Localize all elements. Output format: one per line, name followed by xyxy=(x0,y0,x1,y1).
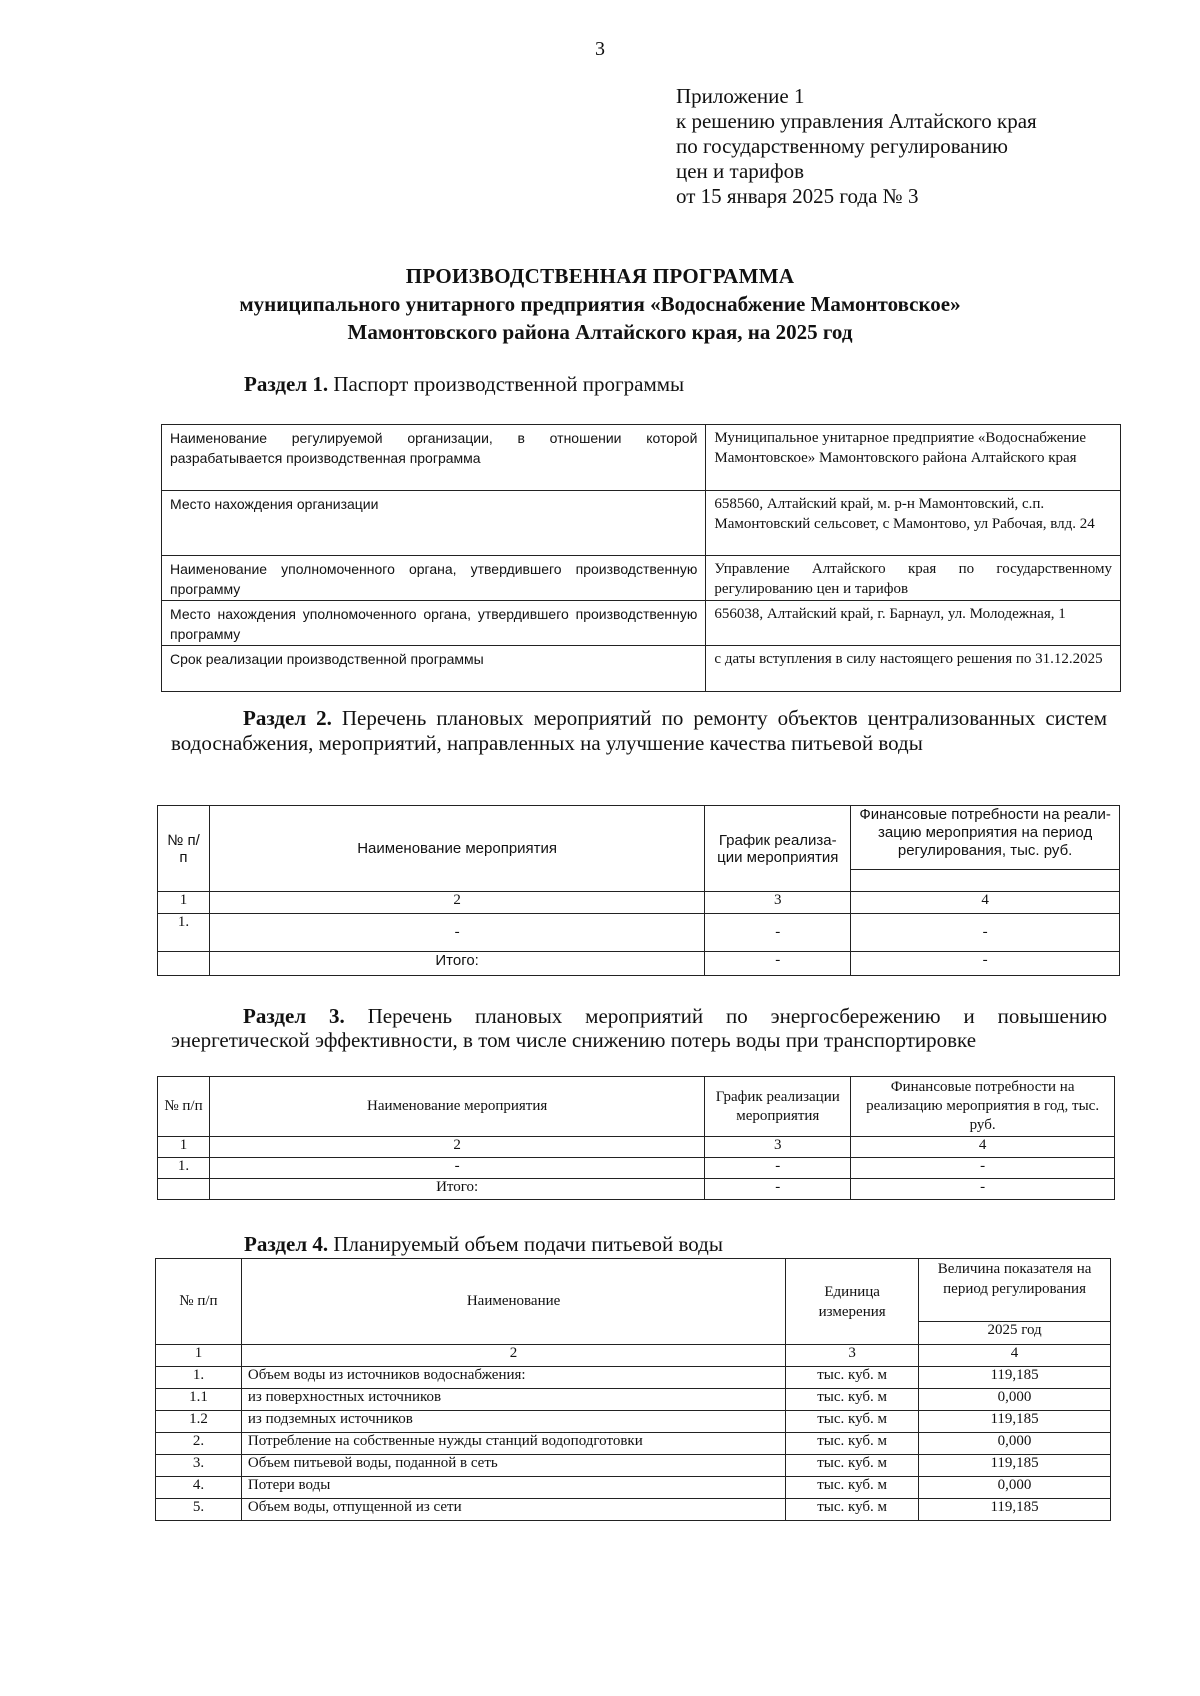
table-row xyxy=(162,556,1121,601)
table-row xyxy=(156,1411,1111,1433)
total-row xyxy=(158,1179,1115,1200)
row-name: Объем воды, отпущенной из сети xyxy=(241,1499,785,1521)
total-empty xyxy=(158,1179,210,1200)
passport-right-cell: Управление Алтайского края по государственному регулированию цен и тарифов xyxy=(706,556,1121,601)
row-value: 119,185 xyxy=(919,1367,1111,1389)
total-schedule: - xyxy=(705,952,851,976)
passport-left-cell: Место нахождения организации xyxy=(162,491,706,556)
passport-right-cell: с даты вступления в силу настоящего решения по 31.12.2025 xyxy=(706,646,1121,692)
table-row xyxy=(156,1433,1111,1455)
col-number: 3 xyxy=(705,892,851,914)
table-row xyxy=(158,914,1120,952)
header-num: № п/п xyxy=(158,806,210,892)
title-line-2: муниципального унитарного предприятия «Водоснабжение Мамонтовское» xyxy=(239,292,961,316)
appendix-block xyxy=(676,84,1037,209)
section3-table xyxy=(157,1076,1115,1200)
passport-left-cell: Наименование уполномоченного органа, утвердившего производственную программу xyxy=(162,556,706,601)
col-number: 3 xyxy=(705,1137,851,1158)
header-finance-sub xyxy=(851,870,1120,892)
table-row xyxy=(156,1455,1111,1477)
col-number: 3 xyxy=(786,1345,919,1367)
section4-text: Планируемый объем подачи питьевой воды xyxy=(333,1232,723,1256)
row-unit: тыс. куб. м xyxy=(786,1499,919,1521)
section4-heading xyxy=(244,1232,723,1257)
passport-right-cell: 656038, Алтайский край, г. Барнаул, ул. Молодежная, 1 xyxy=(706,601,1121,646)
table-row xyxy=(162,425,1121,491)
section2-label: Раздел 2. xyxy=(243,706,332,730)
section2-heading xyxy=(171,706,1107,756)
row-value: 0,000 xyxy=(919,1433,1111,1455)
row-unit: тыс. куб. м xyxy=(786,1411,919,1433)
document-title xyxy=(150,262,1050,346)
row-name: Потребление на собственные нужды станций водоподготовки xyxy=(241,1433,785,1455)
section4-label: Раздел 4. xyxy=(244,1232,329,1256)
header-schedule: График реализа-ции мероприятия xyxy=(705,806,851,892)
col-number-row xyxy=(158,892,1120,914)
row-name: Объем питьевой воды, поданной в сеть xyxy=(241,1455,785,1477)
passport-right-cell: 658560, Алтайский край, м. р-н Мамонтовский, с.п. Мамонтовский сельсовет, с Мамонтово, ул Рабочая, влд. 24 xyxy=(706,491,1121,556)
table-header-row xyxy=(158,806,1120,870)
row-num: 2. xyxy=(156,1433,242,1455)
appendix-line: от 15 января 2025 года № 3 xyxy=(676,184,919,208)
row-num: 5. xyxy=(156,1499,242,1521)
appendix-line: к решению управления Алтайского края xyxy=(676,109,1037,133)
row-finance: - xyxy=(851,914,1120,952)
col-number: 2 xyxy=(209,1137,704,1158)
row-num: 1. xyxy=(158,914,210,952)
table-header-row xyxy=(158,1077,1115,1137)
row-num: 4. xyxy=(156,1477,242,1499)
col-number: 4 xyxy=(851,892,1120,914)
header-finance: Финансовые потребности на реали-зацию мероприятия на период регулирования, тыс. руб. xyxy=(851,806,1120,870)
header-unit: Единица измерения xyxy=(786,1259,919,1345)
row-value: 119,185 xyxy=(919,1411,1111,1433)
col-number: 4 xyxy=(919,1345,1111,1367)
title-line-1: ПРОИЗВОДСТВЕННАЯ ПРОГРАММА xyxy=(405,264,795,288)
section3-text: Перечень плановых мероприятий по энергосбережению и повышению энергетической эффективности, в том числе снижению потерь воды при транспортировке xyxy=(171,1004,1108,1052)
total-finance: - xyxy=(851,1179,1115,1200)
header-name: Наименование мероприятия xyxy=(209,806,704,892)
row-name: Потери воды xyxy=(241,1477,785,1499)
appendix-line: цен и тарифов xyxy=(676,159,805,183)
table-row xyxy=(158,1158,1115,1179)
col-number-row xyxy=(156,1345,1111,1367)
row-num: 3. xyxy=(156,1455,242,1477)
row-unit: тыс. куб. м xyxy=(786,1367,919,1389)
row-schedule: - xyxy=(705,1158,851,1179)
header-year: 2025 год xyxy=(919,1322,1111,1345)
passport-left-cell: Наименование регулируемой организации, в отношении которой разрабатывается производственная программа xyxy=(162,425,706,491)
header-name: Наименование xyxy=(241,1259,785,1345)
row-value: 119,185 xyxy=(919,1499,1111,1521)
col-number: 2 xyxy=(209,892,704,914)
row-unit: тыс. куб. м xyxy=(786,1433,919,1455)
row-unit: тыс. куб. м xyxy=(786,1477,919,1499)
row-num: 1. xyxy=(158,1158,210,1179)
col-number: 1 xyxy=(156,1345,242,1367)
table-row xyxy=(162,601,1121,646)
table-row xyxy=(156,1477,1111,1499)
table-row xyxy=(156,1499,1111,1521)
section2-table xyxy=(157,805,1120,976)
row-name: из подземных источников xyxy=(241,1411,785,1433)
col-number-row xyxy=(158,1137,1115,1158)
header-num: № п/п xyxy=(156,1259,242,1345)
section4-table xyxy=(155,1258,1111,1521)
total-row xyxy=(158,952,1120,976)
table-row xyxy=(156,1367,1111,1389)
row-name: - xyxy=(209,914,704,952)
section3-heading xyxy=(171,1004,1107,1052)
total-finance: - xyxy=(851,952,1120,976)
row-finance: - xyxy=(851,1158,1115,1179)
row-num: 1.2 xyxy=(156,1411,242,1433)
row-value: 0,000 xyxy=(919,1389,1111,1411)
total-label: Итого: xyxy=(209,952,704,976)
section1-label: Раздел 1. xyxy=(244,372,329,396)
header-name: Наименование мероприятия xyxy=(209,1077,704,1137)
passport-left-cell: Срок реализации производственной программы xyxy=(162,646,706,692)
table-header-row xyxy=(156,1259,1111,1322)
row-num: 1.1 xyxy=(156,1389,242,1411)
row-value: 119,185 xyxy=(919,1455,1111,1477)
total-schedule: - xyxy=(705,1179,851,1200)
header-finance: Финансовые потребности на реализацию мероприятия в год, тыс. руб. xyxy=(851,1077,1115,1137)
appendix-line: Приложение 1 xyxy=(676,84,805,108)
passport-right-cell: Муниципальное унитарное предприятие «Водоснабжение Мамонтовское» Мамонтовского района Алтайского края xyxy=(706,425,1121,491)
total-empty xyxy=(158,952,210,976)
passport-table xyxy=(161,424,1121,692)
table-row xyxy=(162,646,1121,692)
col-number: 1 xyxy=(158,892,210,914)
col-number: 2 xyxy=(241,1345,785,1367)
section3-label: Раздел 3. xyxy=(243,1004,345,1028)
section2-text: Перечень плановых мероприятий по ремонту объектов централизованных систем водоснабжения, мероприятий, направленных на улучшение качества питьевой воды xyxy=(171,706,1108,755)
col-number: 4 xyxy=(851,1137,1115,1158)
table-row xyxy=(156,1389,1111,1411)
row-num: 1. xyxy=(156,1367,242,1389)
table-row xyxy=(162,491,1121,556)
title-line-3: Мамонтовского района Алтайского края, на 2025 год xyxy=(347,320,853,344)
header-value: Величина показателя на период регулирования xyxy=(919,1259,1111,1322)
row-name: - xyxy=(209,1158,704,1179)
section1-text: Паспорт производственной программы xyxy=(333,372,685,396)
header-num: № п/п xyxy=(158,1077,210,1137)
section1-heading xyxy=(244,372,684,397)
row-value: 0,000 xyxy=(919,1477,1111,1499)
col-number: 1 xyxy=(158,1137,210,1158)
passport-left-cell: Место нахождения уполномоченного органа, утвердившего производственную программу xyxy=(162,601,706,646)
row-unit: тыс. куб. м xyxy=(786,1389,919,1411)
row-unit: тыс. куб. м xyxy=(786,1455,919,1477)
appendix-line: по государственному регулированию xyxy=(676,134,1008,158)
total-label: Итого: xyxy=(209,1179,704,1200)
page-number: 3 xyxy=(595,38,605,60)
row-name: из поверхностных источников xyxy=(241,1389,785,1411)
header-schedule: График реализации мероприятия xyxy=(705,1077,851,1137)
row-schedule: - xyxy=(705,914,851,952)
row-name: Объем воды из источников водоснабжения: xyxy=(241,1367,785,1389)
